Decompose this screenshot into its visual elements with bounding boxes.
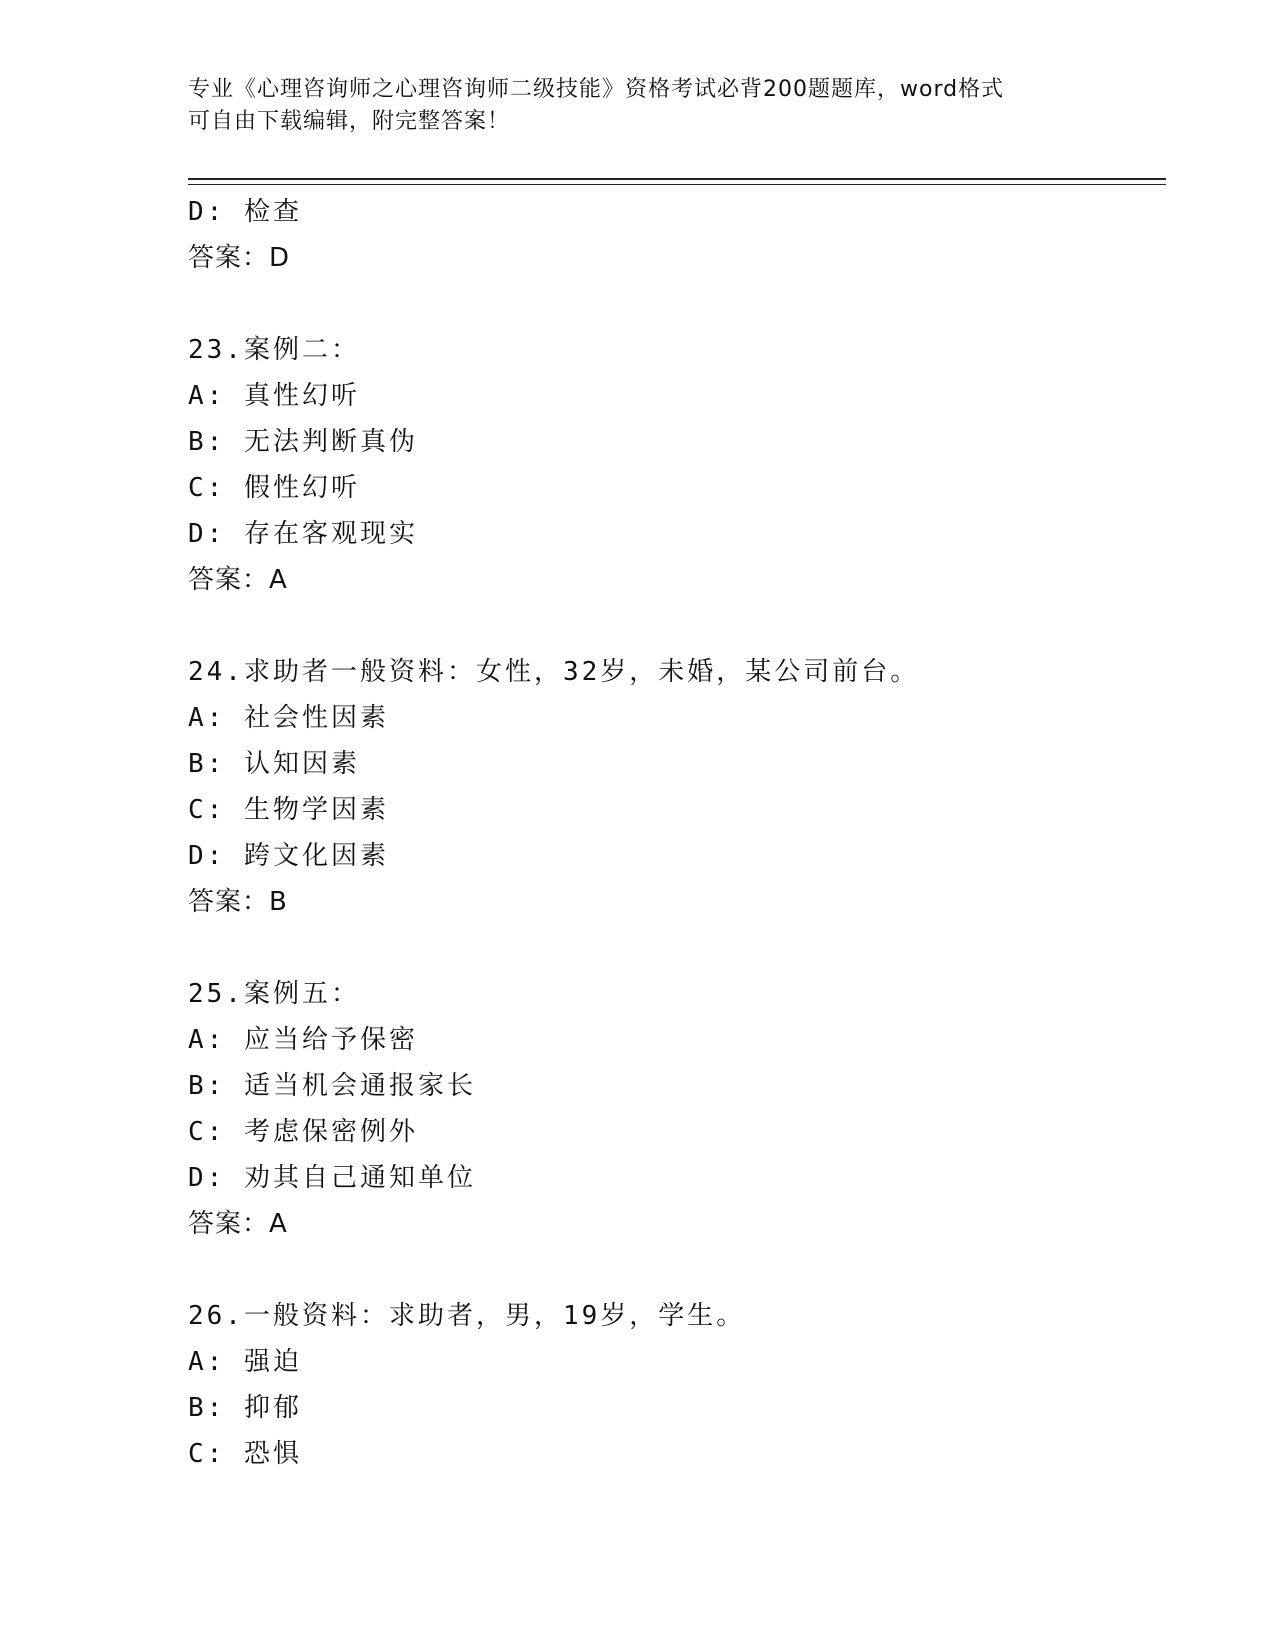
header-divider-thin [188,184,1166,185]
header-line-1: 专业《心理咨询师之心理咨询师二级技能》资格考试必背200题题库，word格式 [188,77,1005,102]
question-24-option-a: A: 社会性因素 [188,703,389,733]
question-24-option-b: B: 认知因素 [188,749,360,779]
spacer [188,1247,1166,1293]
spacer [188,925,1166,971]
question-24-answer: 答案：B [188,887,288,917]
question-25-stem: 25.案例五： [188,979,360,1009]
question-23-option-a: A: 真性幻听 [188,381,360,411]
question-23-answer: 答案：A [188,565,288,595]
question-23-option-d: D: 存在客观现实 [188,519,418,549]
question-26-option-b: B: 抑郁 [188,1393,302,1423]
header-divider-thick [188,178,1166,180]
header-line-2: 可自由下载编辑，附完整答案！ [188,109,511,134]
question-23-stem: 23.案例二： [188,335,360,365]
question-25-option-c: C: 考虑保密例外 [188,1117,418,1147]
question-25-option-b: B: 适当机会通报家长 [188,1071,476,1101]
answer-22: 答案：D [188,243,291,273]
question-25-answer: 答案：A [188,1209,288,1239]
spacer [188,281,1166,327]
question-24-option-d: D: 跨文化因素 [188,841,389,871]
spacer [188,603,1166,649]
option-d-22: D: 检查 [188,197,302,227]
question-26-option-a: A: 强迫 [188,1347,302,1377]
question-25-option-d: D: 劝其自己通知单位 [188,1163,476,1193]
question-25-option-a: A: 应当给予保密 [188,1025,418,1055]
question-26-option-c: C: 恐惧 [188,1439,302,1469]
question-list [188,189,1166,1477]
question-24-stem: 24.求助者一般资料：女性，32岁，未婚，某公司前台。 [188,657,920,687]
question-26-stem: 26.一般资料：求助者，男，19岁，学生。 [188,1301,746,1331]
question-23-option-c: C: 假性幻听 [188,473,360,503]
question-23-option-b: B: 无法判断真伪 [188,427,418,457]
question-24-option-c: C: 生物学因素 [188,795,389,825]
document-header [188,74,1088,138]
